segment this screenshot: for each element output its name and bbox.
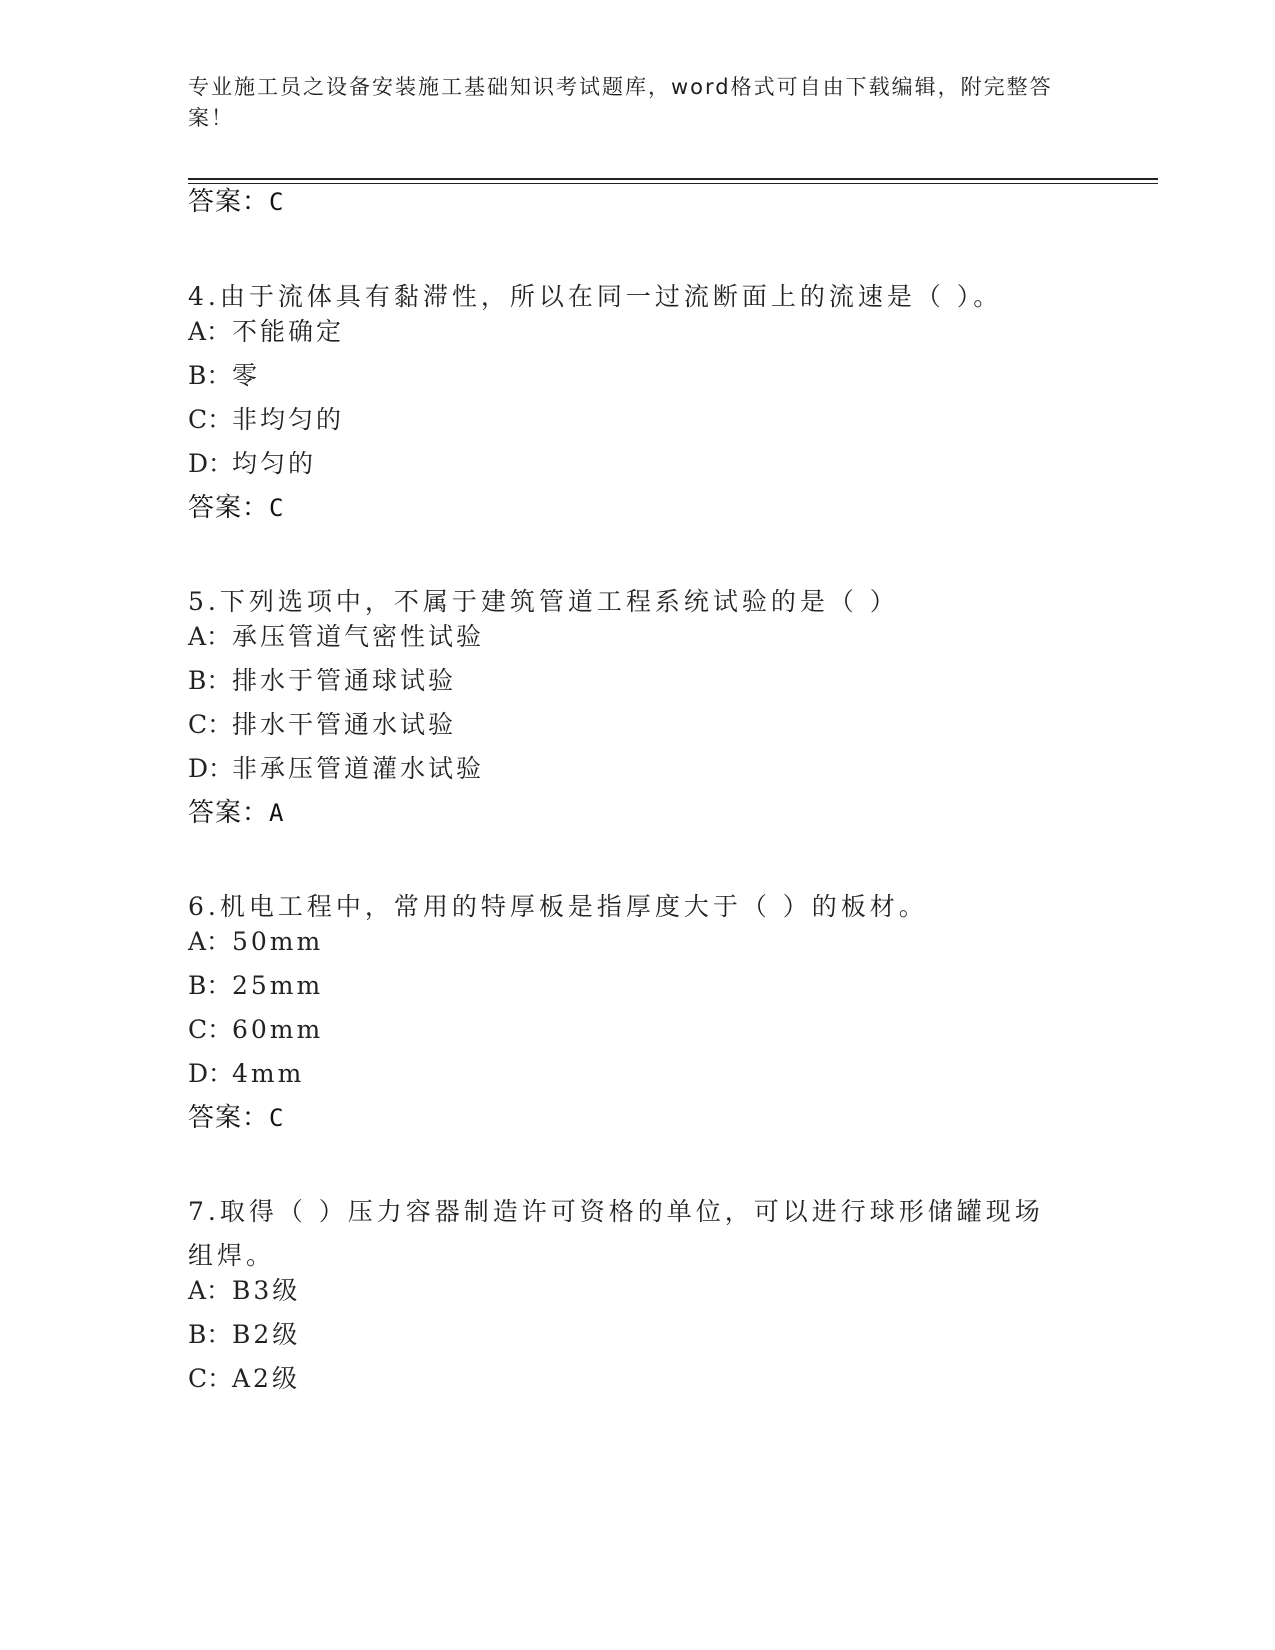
option-c xyxy=(188,403,344,437)
option-a xyxy=(188,620,484,654)
answer-line xyxy=(188,185,284,219)
answer-line xyxy=(188,796,284,830)
answer-label: 答案： xyxy=(188,1103,270,1133)
option-key: C： xyxy=(188,1015,233,1044)
option-key: C： xyxy=(188,405,233,434)
option-text: 60mm xyxy=(232,1015,324,1044)
header-divider xyxy=(188,178,1158,184)
answer-value: A xyxy=(269,799,285,827)
option-b xyxy=(188,1318,300,1352)
option-a xyxy=(188,925,323,959)
option-d xyxy=(188,1057,304,1091)
question-text: 5.下列选项中，不属于建筑管道工程系统试验的是（ ） xyxy=(188,587,899,616)
option-text: 均匀的 xyxy=(232,449,317,478)
option-text: 零 xyxy=(232,361,261,390)
option-key: B： xyxy=(188,1320,232,1349)
option-key: A： xyxy=(188,927,232,956)
option-text: B3级 xyxy=(232,1276,301,1305)
option-c xyxy=(188,1362,300,1396)
option-key: B： xyxy=(188,361,232,390)
option-text: 25mm xyxy=(232,971,324,1000)
question-text: 4.由于流体具有黏滞性，所以在同一过流断面上的流速是（ ）。 xyxy=(188,282,1003,311)
question-text: 6.机电工程中，常用的特厚板是指厚度大于（ ）的板材。 xyxy=(188,892,928,921)
document-header: 专业施工员之设备安装施工基础知识考试题库，word格式可自由下载编辑，附完整答案！ xyxy=(188,75,1053,130)
option-key: C： xyxy=(188,1364,233,1393)
answer-value: C xyxy=(269,188,285,216)
option-key: C： xyxy=(188,710,233,739)
option-text: 承压管道气密性试验 xyxy=(232,622,485,651)
option-text: A2级 xyxy=(232,1364,300,1393)
answer-label: 答案： xyxy=(188,187,270,217)
question-text: 7.取得（ ）压力容器制造许可资格的单位，可以进行球形储罐现场组焊。 xyxy=(188,1197,1044,1270)
option-c xyxy=(188,708,456,742)
option-c xyxy=(188,1013,323,1047)
answer-line xyxy=(188,1101,284,1135)
option-key: A： xyxy=(188,317,232,346)
option-a xyxy=(188,1274,300,1308)
option-text: 50mm xyxy=(232,927,324,956)
option-b xyxy=(188,359,260,393)
option-text: 不能确定 xyxy=(232,317,345,346)
option-text: 排水于管通球试验 xyxy=(232,666,457,695)
option-key: D： xyxy=(188,754,234,783)
option-key: B： xyxy=(188,666,232,695)
answer-label: 答案： xyxy=(188,493,270,523)
option-b xyxy=(188,664,456,698)
option-key: D： xyxy=(188,1059,234,1088)
option-b xyxy=(188,969,323,1003)
answer-line xyxy=(188,491,284,525)
option-a xyxy=(188,315,344,349)
answer-value: C xyxy=(269,1104,285,1132)
answer-value: C xyxy=(269,494,285,522)
option-key: D： xyxy=(188,449,234,478)
option-text: 非承压管道灌水试验 xyxy=(232,754,485,783)
option-key: B： xyxy=(188,971,232,1000)
option-text: B2级 xyxy=(232,1320,301,1349)
option-d xyxy=(188,752,484,786)
answer-label: 答案： xyxy=(188,798,270,828)
option-text: 4mm xyxy=(232,1059,305,1088)
option-text: 排水干管通水试验 xyxy=(232,710,457,739)
option-key: A： xyxy=(188,1276,232,1305)
option-text: 非均匀的 xyxy=(232,405,345,434)
option-d xyxy=(188,447,316,481)
option-key: A： xyxy=(188,622,232,651)
